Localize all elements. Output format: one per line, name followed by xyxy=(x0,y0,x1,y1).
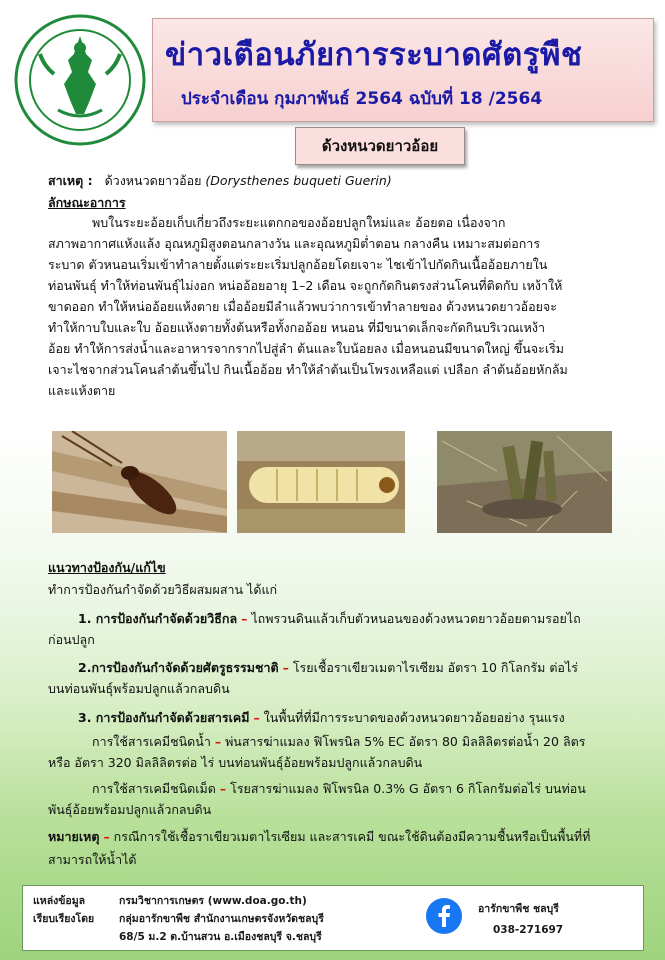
symptom-line: สภาพอากาศแห้งแล้ง อุณหภูมิสูงตอนกลางวัน และอุณหภูมิต่ำตอน กลางคืน เหมาะสมต่อการ xyxy=(48,236,541,251)
symptom-line: ทำให้กาบใบและใบ อ้อยแห้งตายทั้งต้นหรือทั้งกออ้อย หนอน ที่มีขนาดเล็กจะกัดกินบริเวณเหง้า xyxy=(48,320,546,335)
photo-adult-beetle xyxy=(52,431,227,533)
cause-text: ด้วงหนวดยาวอ้อย xyxy=(104,173,202,188)
method-chemical: 3. การป้องกันกำจัดด้วยสารเคมี – ในพื้นที่ที่มีการระบาดของด้วงหนวดยาวอ้อยอย่าง รุนแรง xyxy=(78,710,565,725)
pest-name-box: ด้วงหนวดยาวอ้อย xyxy=(295,127,465,165)
compiled-label: เรียบเรียงโดย xyxy=(33,913,95,925)
symptom-line: ขาดออก ทำให้หน่ออ้อยแห้งตาย เมื่ออ้อยมีลำแล้วพบว่าการเข้าทำลายของ ด้วงหนวดยาวอ้อยจะ xyxy=(48,299,557,314)
phone-number: 038-271697 xyxy=(493,924,564,936)
source-value: กรมวิชาการเกษตร (www.doa.go.th) xyxy=(119,895,307,907)
symptom-line: และแห้งตาย xyxy=(48,383,116,398)
chemical-liquid-cont: หรือ อัตรา 320 มิลลิลิตรต่อ ไร่ บนท่อนพันธุ์อ้อยพร้อมปลูกแล้วกลบดิน xyxy=(48,755,423,770)
method-biological-cont: บนท่อนพันธุ์พร้อมปลูกแล้วกลบดิน xyxy=(48,681,230,696)
photo-damaged-cane xyxy=(437,431,612,533)
cause-scientific-name: (Dorysthenes buqueti Guerin) xyxy=(205,173,392,188)
note-cont: สามารถให้น้ำได้ xyxy=(48,852,137,867)
issue-subtitle: ประจำเดือน กุมภาพันธ์ 2564 ฉบับที่ 18 /2564 xyxy=(181,89,543,109)
symptom-line: เจาะไชจากส่วนโคนลำต้นขึ้นไป กินเนื้ออ้อย ทำให้ลำต้นเป็นโพรงเหลือแต่ เปลือก ลำต้นอ้อยหักล้ม xyxy=(48,362,568,377)
method-mechanical-cont: ก่อนปลูก xyxy=(48,632,95,647)
page-title: ข่าวเตือนภัยการระบาดศัตรูพืช xyxy=(165,37,583,73)
prevention-heading: แนวทางป้องกัน/แก้ไข xyxy=(48,560,166,575)
symptom-line: อ้อย ทำให้การส่งน้ำและอาหารจากรากไปสู่ลำ ต้นและใบน้อยลง เมื่อหนอนมีขนาดใหญ่ ขึ้นจะเริ่ม xyxy=(48,341,565,356)
facebook-page-name[interactable]: อารักขาพืช ชลบุรี xyxy=(478,903,559,915)
symptom-line: ท่อนพันธุ์ ทำให้ท่อนพันธุ์ไม่งอก หน่ออ้อยอายุ 1–2 เดือน จะถูกกัดกินตรงส่วนโคนที่ติดกับ เหง้าให้ xyxy=(48,278,563,293)
source-label: แหล่งข้อมูล xyxy=(33,895,86,907)
chemical-granule: การใช้สารเคมีชนิดเม็ด – โรยสารฆ่าแมลง ฟิโพรนิล 0.3% G อัตรา 6 กิโลกรัมต่อไร่ บนท่อน xyxy=(92,781,586,796)
chemical-liquid: การใช้สารเคมีชนิดน้ำ – พ่นสารฆ่าแมลง ฟิโพรนิล 5% EC อัตรา 80 มิลลิลิตรต่อน้ำ 20 ลิตร xyxy=(92,734,586,749)
symptom-line: พบในระยะอ้อยเก็บเกี่ยวถึงระยะแตกกอของอ้อยปลูกใหม่และ อ้อยตอ เนื่องจาก xyxy=(92,215,506,230)
header-banner xyxy=(152,18,654,122)
department-logo xyxy=(14,14,146,146)
cause-label: สาเหตุ : xyxy=(48,173,93,188)
footer-box xyxy=(22,885,644,951)
symptom-line: ระบาด ตัวหนอนเริ่มเข้าทำลายตั้งแต่ระยะเริ่มปลูกอ้อยโดยเจาะ ไชเข้าไปกัดกินเนื้ออ้อยภายใน xyxy=(48,257,548,272)
cause-line xyxy=(48,171,640,190)
prevention-intro: ทำการป้องกันกำจัดด้วยวิธีผสมผสาน ได้แก่ xyxy=(48,582,278,597)
photo-larva xyxy=(237,431,405,533)
note-line: หมายเหตุ – กรณีการใช้เชื้อราเขียวเมตาไรเซียม และสารเคมี ขณะใช้ดินต้องมีความชื้นหรือเป็นพื้นที่ที่ xyxy=(48,829,591,844)
compiled-value: กลุ่มอารักขาพืช สำนักงานเกษตรจังหวัดชลบุรี xyxy=(119,913,324,925)
chemical-granule-cont: พันธุ์อ้อยพร้อมปลูกแล้วกลบดิน xyxy=(48,802,212,817)
method-mechanical: 1. การป้องกันกำจัดด้วยวิธีกล – ไถพรวนดินแล้วเก็บตัวหนอนของด้วงหนวดยาวอ้อยตามรอยไถ xyxy=(78,611,581,626)
symptoms-heading: ลักษณะอาการ xyxy=(48,195,126,210)
address: 68/5 ม.2 ต.บ้านสวน อ.เมืองชลบุรี จ.ชลบุรี xyxy=(119,931,322,943)
facebook-icon[interactable] xyxy=(426,898,462,934)
method-biological: 2.การป้องกันกำจัดด้วยศัตรูธรรมชาติ – โรยเชื้อราเขียวเมตาไรเซียม อัตรา 10 กิโลกรัม ต่อไร่ xyxy=(78,660,578,675)
